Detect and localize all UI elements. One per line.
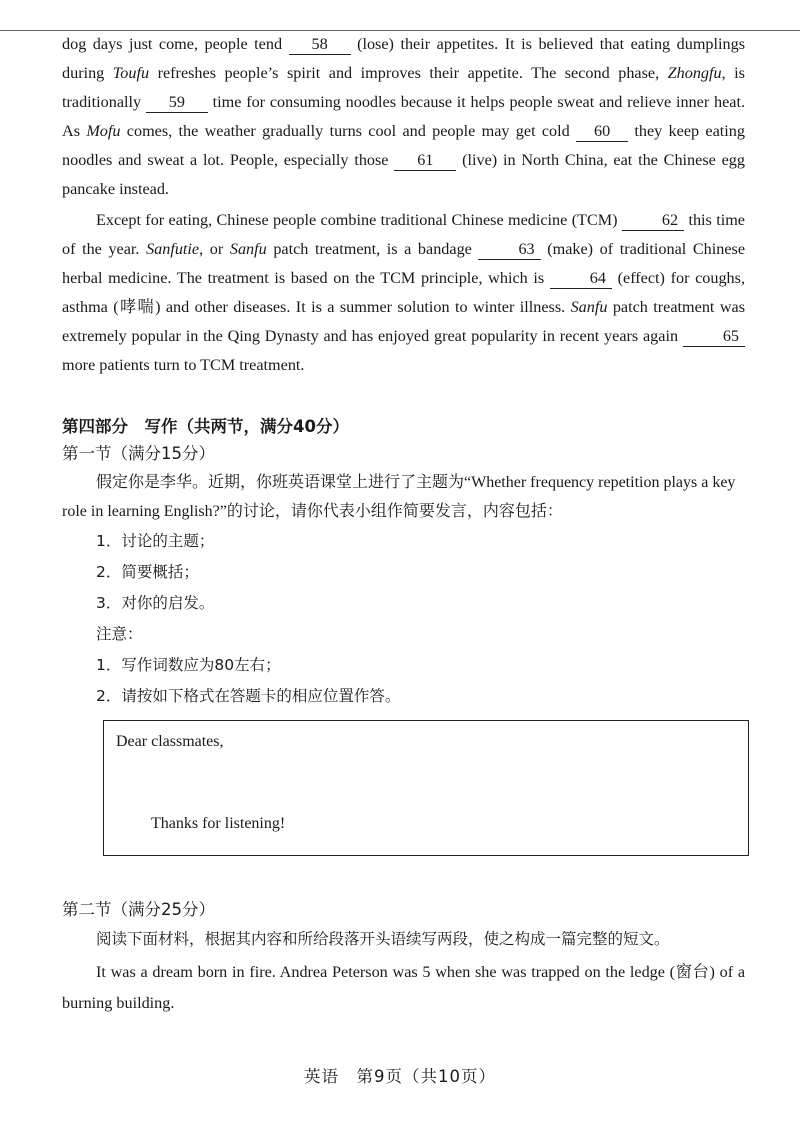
section2-instruction: 阅读下面材料，根据其内容和所给段落开头语续写两段，使之构成一篇完整的短文。 [96,930,670,948]
story-opening: It was a dream born in fire. Andrea Peterson was 5 when she was trapped on the ledge (窗台) of a burning building. [62,963,745,1012]
text: Except for eating, Chinese people combine traditional Chinese medicine (TCM) [96,211,622,229]
text: refreshes people’s spirit and improves their appetite. The second phase, [149,64,668,82]
blank-60: 60 [576,121,628,142]
term-sanfu: Sanfu [570,298,608,316]
box-greeting: Dear classmates, [116,733,224,750]
note-item: 2．请按如下格式在答题卡的相应位置作答。 [96,687,401,705]
text: (make) of traditional Chinese herbal medicine. The treatment is based on the TCM principle, which is [62,240,746,287]
text: this time of the year. [62,211,745,258]
list-item: 3．对你的启发。 [96,594,215,612]
section1-prompt: 假定你是李华。近期，你班英语课堂上进行了主题为“Whether frequency repetition plays a key role in learning English?”的讨论，请你代表小组作简要发言，内容包括： [62,474,736,520]
note-item: 1．写作词数应为80左右； [96,656,281,674]
section2-title: 第二节（满分25分） [62,900,215,919]
text: , is traditionally [62,64,745,111]
blank-63: 63 [478,239,540,260]
term-mofu: Mofu [86,122,121,140]
term-sanfu: Sanfu [229,240,267,258]
blank-64: 64 [550,268,612,289]
term-toufu: Toufu [112,64,150,82]
box-closing: Thanks for listening! [151,815,286,832]
text: time for consuming noodles because it helps people sweat and relieve inner heat. As [62,93,745,140]
answer-format-box [103,720,749,856]
blank-59: 59 [146,92,208,113]
text: they keep eating noodles and sweat a lot. People, especially those [62,122,745,169]
text: (live) in North China, eat the Chinese egg pancake instead. [62,151,745,198]
text: , or [199,240,230,258]
blank-61: 61 [394,150,456,171]
list-item: 1．讨论的主题； [96,532,215,550]
term-sanfutie: Sanfutie [146,240,200,258]
passage-paragraph-1 [62,30,745,204]
page-content [62,30,745,1019]
blank-58: 58 [289,34,351,55]
list-item: 2．简要概括； [96,563,199,581]
text: more patients turn to TCM treatment. [62,356,305,374]
note-label: 注意： [96,625,143,643]
blank-65: 65 [683,326,745,347]
text: comes, the weather gradually turns cool and people may get cold [120,122,577,140]
blank-62: 62 [622,210,684,231]
page-footer: 英语 第9页（共10页） [304,1067,496,1086]
section1-title: 第一节（满分15分） [62,444,215,463]
term-zhongfu: Zhongfu [667,64,722,82]
text: (lose) their appetites. It is believed that eating dumplings during [62,35,745,82]
part4-heading: 第四部分 写作（共两节，满分40分） [62,417,349,436]
text: patch treatment, is a bandage [266,240,479,258]
text: (effect) for coughs, asthma (哮喘) and other diseases. It is a summer solution to winter illness. [62,269,745,316]
text: patch treatment was extremely popular in the Qing Dynasty and has enjoyed great popularity in recent years again [62,298,745,345]
passage-paragraph-2 [62,206,745,380]
text: dog days just come, people tend [62,35,289,53]
